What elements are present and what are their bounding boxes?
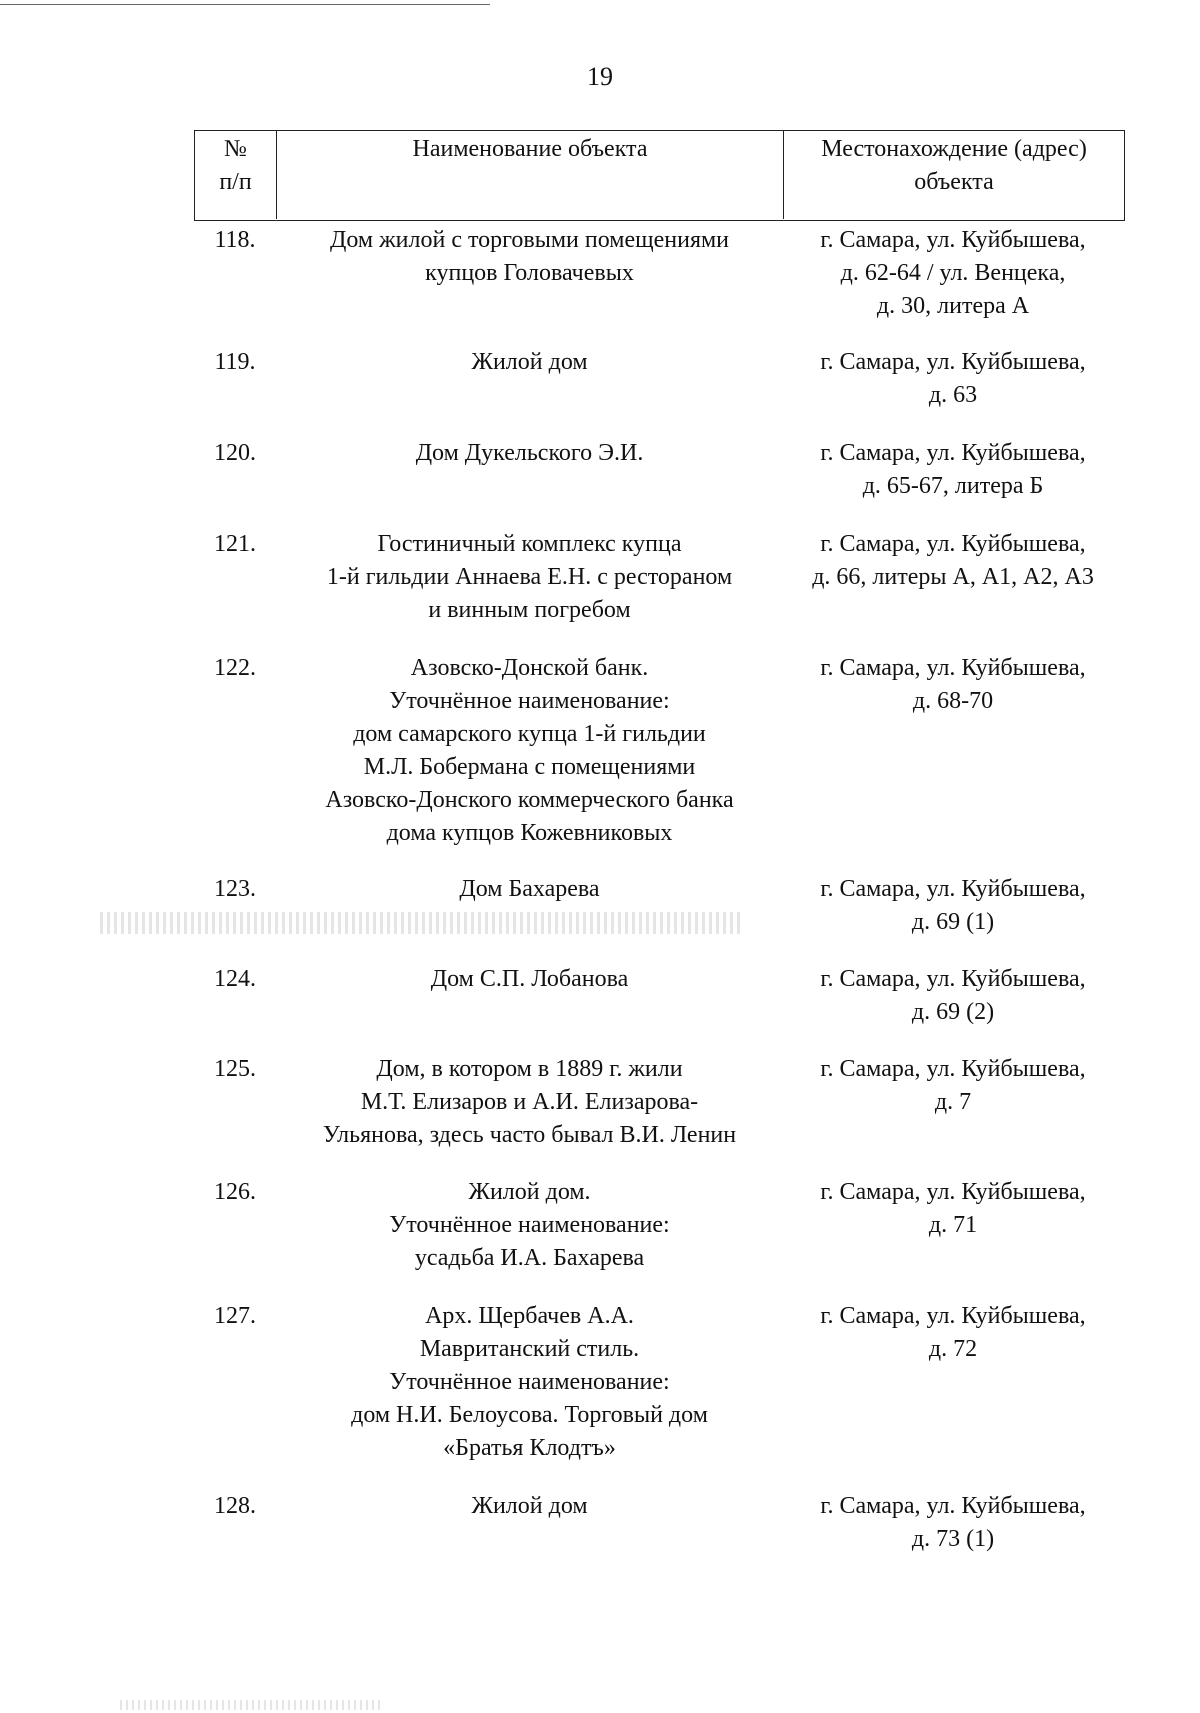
object-name: [276, 1490, 783, 1523]
name-line: Дом Дукельского Э.И.: [415, 440, 644, 466]
name-line: Мавританский стиль.: [419, 1336, 640, 1362]
name-line: Арх. Щербачев А.А.: [425, 1303, 634, 1329]
row-number: 126.: [214, 1179, 256, 1205]
row-number: 121.: [214, 531, 256, 557]
name-line: 1-й гильдии Аннаева Е.Н. с рестораном: [326, 564, 733, 590]
address-line: г. Самара, ул. Куйбышева,: [820, 655, 1086, 681]
name-line: усадьба И.А. Бахарева: [414, 1245, 645, 1271]
name-line: Азовско-Донской банк.: [410, 655, 649, 681]
name-line: Дом Бахарева: [459, 876, 600, 902]
address-line: д. 68-70: [912, 688, 994, 714]
name-line: Уточнённое наименование:: [389, 688, 670, 714]
name-line: Азовско-Донского коммерческого банка: [325, 787, 734, 813]
object-address: [783, 963, 1123, 1029]
name-line: «Братья Клодтъ»: [443, 1435, 616, 1461]
row-number: 124.: [214, 966, 256, 992]
address-line: д. 69 (1): [911, 909, 995, 935]
name-line: Жилой дом.: [468, 1179, 591, 1205]
object-address: [783, 652, 1123, 718]
name-line: и винным погребом: [428, 597, 631, 623]
name-line: Жилой дом: [471, 349, 588, 375]
name-line: М.Л. Бобермана с помещениями: [363, 754, 696, 780]
table-header: [194, 130, 1125, 221]
address-line: д. 73 (1): [911, 1526, 995, 1552]
object-name: [276, 963, 783, 996]
row-number: 119.: [214, 349, 256, 375]
name-line: Дом, в котором в 1889 г. жили: [376, 1056, 683, 1082]
object-address: [783, 528, 1123, 594]
header-address-cell: [784, 131, 1124, 219]
row-number: 118.: [214, 227, 256, 253]
address-line: д. 71: [928, 1212, 978, 1238]
address-line: д. 65-67, литера Б: [862, 473, 1044, 499]
header-num-line: п/п: [219, 169, 252, 195]
address-line: г. Самара, ул. Куйбышева,: [820, 1493, 1086, 1519]
page-number: 19: [587, 62, 613, 91]
header-num-cell: [195, 131, 277, 219]
scan-artifact: [120, 1700, 380, 1710]
name-line: дома купцов Кожевниковых: [386, 820, 673, 846]
name-line: дом Н.И. Белоусова. Торговый дом: [351, 1402, 708, 1428]
row-number: 123.: [214, 876, 256, 902]
address-line: г. Самара, ул. Куйбышева,: [820, 1179, 1086, 1205]
object-address: [783, 1490, 1123, 1556]
object-name: [276, 1053, 783, 1152]
name-line: Жилой дом: [471, 1493, 588, 1519]
address-line: д. 66, литеры А, А1, А2, А3: [812, 564, 1094, 590]
object-name: [276, 437, 783, 470]
address-line: д. 7: [934, 1089, 972, 1115]
row-number: 128.: [214, 1493, 256, 1519]
name-line: Уточнённое наименование:: [389, 1369, 670, 1395]
scan-artifact: [100, 912, 740, 934]
object-address: [783, 346, 1123, 412]
header-address-line: объекта: [914, 169, 994, 195]
object-address: [783, 1300, 1123, 1366]
top-border-line: [0, 4, 490, 5]
address-line: г. Самара, ул. Куйбышева,: [820, 227, 1086, 253]
address-line: д. 69 (2): [911, 999, 995, 1025]
object-name: [276, 1176, 783, 1275]
header-address-line: Местонахождение (адрес): [821, 136, 1087, 162]
object-name: [276, 873, 783, 906]
address-line: г. Самара, ул. Куйбышева,: [820, 531, 1086, 557]
object-address: [783, 1053, 1123, 1119]
address-line: г. Самара, ул. Куйбышева,: [820, 876, 1086, 902]
address-line: д. 72: [928, 1336, 978, 1362]
object-address: [783, 1176, 1123, 1242]
address-line: г. Самара, ул. Куйбышева,: [820, 440, 1086, 466]
name-line: Уточнённое наименование:: [389, 1212, 670, 1238]
header-name-cell: [277, 131, 784, 219]
name-line: Дом С.П. Лобанова: [430, 966, 629, 992]
address-line: д. 63: [928, 382, 978, 408]
address-line: г. Самара, ул. Куйбышева,: [820, 1056, 1086, 1082]
row-number: 125.: [214, 1056, 256, 1082]
object-name: [276, 346, 783, 379]
address-line: д. 30, литера А: [876, 293, 1030, 319]
header-name-line: Наименование объекта: [412, 136, 648, 162]
name-line: М.Т. Елизаров и А.И. Елизарова-: [360, 1089, 699, 1115]
address-line: г. Самара, ул. Куйбышева,: [820, 966, 1086, 992]
address-line: д. 62-64 / ул. Венцека,: [840, 260, 1066, 286]
row-number: 127.: [214, 1303, 256, 1329]
row-number: 120.: [214, 440, 256, 466]
name-line: Дом жилой с торговыми помещениями: [329, 227, 730, 253]
name-line: Гостиничный комплекс купца: [377, 531, 682, 557]
name-line: купцов Головачевых: [425, 260, 634, 286]
row-number: 122.: [214, 655, 256, 681]
object-name: [276, 652, 783, 850]
name-line: Ульянова, здесь часто бывал В.И. Ленин: [322, 1122, 737, 1148]
name-line: дом самарского купца 1-й гильдии: [353, 721, 706, 747]
address-line: г. Самара, ул. Куйбышева,: [820, 1303, 1086, 1329]
object-address: [783, 224, 1123, 323]
address-line: г. Самара, ул. Куйбышева,: [820, 349, 1086, 375]
header-num-line: №: [224, 136, 247, 162]
object-address: [783, 437, 1123, 503]
object-address: [783, 873, 1123, 939]
object-name: [276, 528, 783, 627]
object-name: [276, 1300, 783, 1465]
object-name: [276, 224, 783, 290]
